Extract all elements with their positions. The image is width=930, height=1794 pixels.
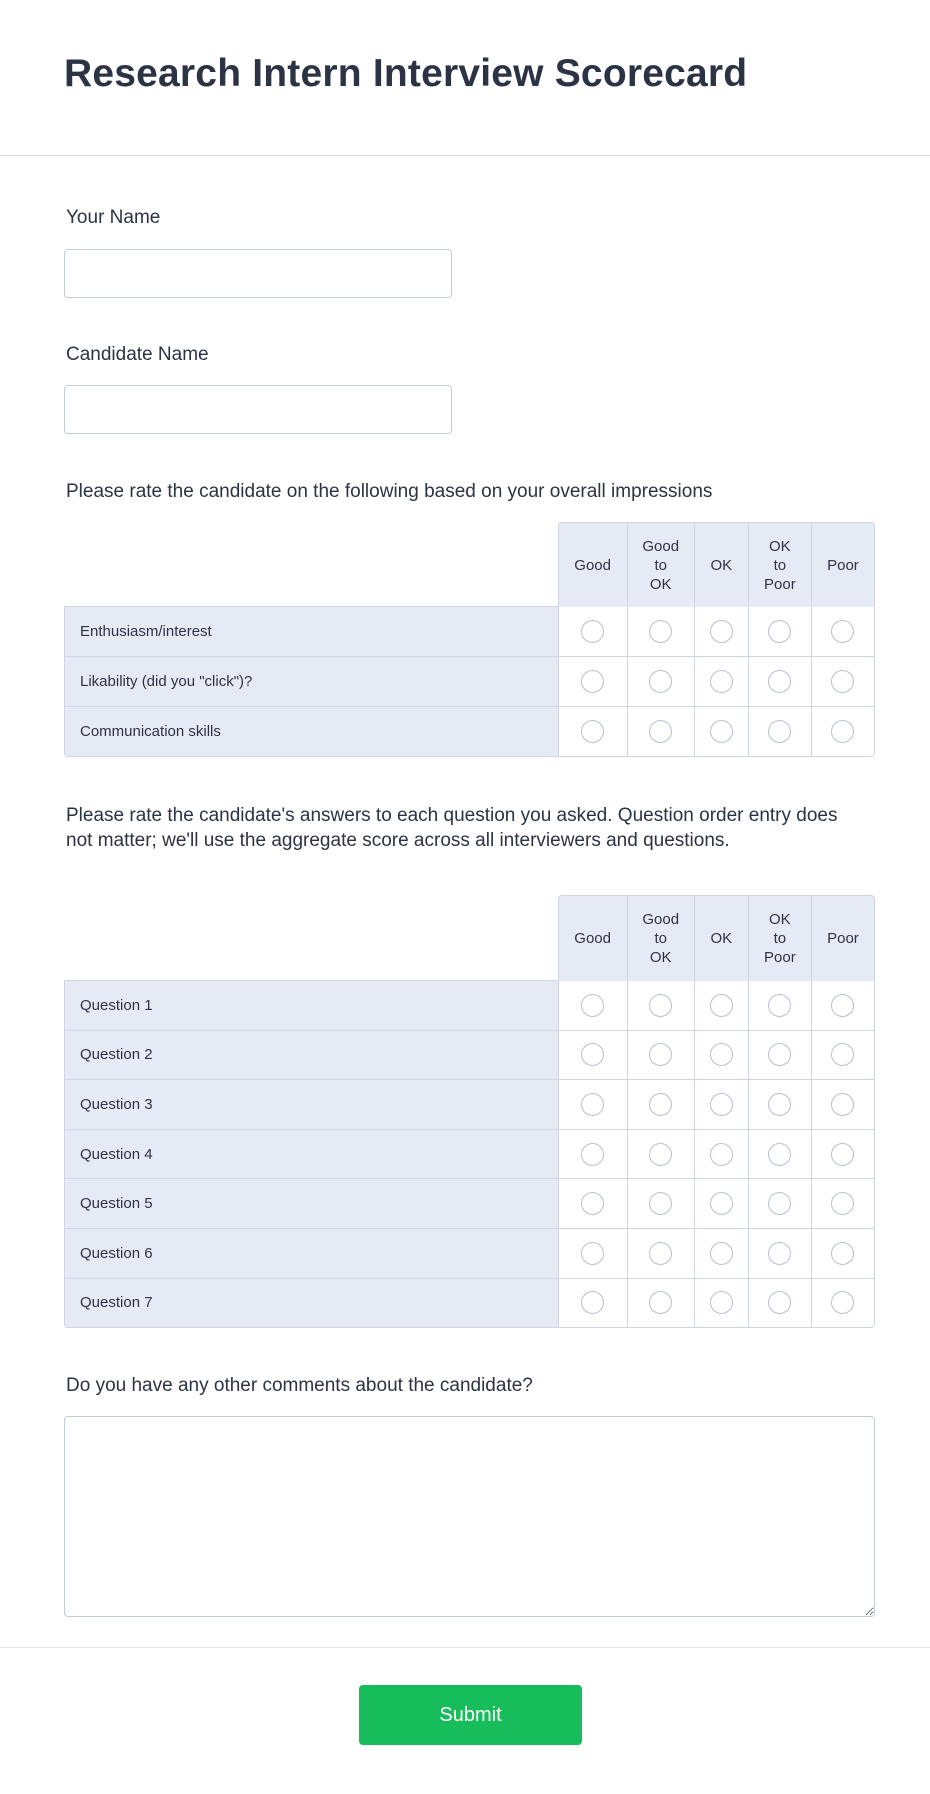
- impressions-question: Please rate the candidate on the following based on your overall impressions: [66, 481, 713, 502]
- radio-cell[interactable]: [627, 1279, 694, 1329]
- radio-button[interactable]: [649, 1143, 672, 1166]
- matrix-row: [64, 1279, 875, 1329]
- radio-cell[interactable]: [627, 1229, 694, 1279]
- radio-cell[interactable]: [627, 707, 694, 757]
- row-label: Question 4: [64, 1130, 558, 1180]
- radio-cell[interactable]: [694, 657, 748, 707]
- column-header-line: Good: [642, 911, 680, 928]
- matrix-header-row: [64, 522, 875, 607]
- radio-button[interactable]: [649, 1093, 672, 1116]
- radio-cell[interactable]: [627, 657, 694, 707]
- radio-cell[interactable]: [627, 981, 694, 1031]
- radio-button[interactable]: [710, 1043, 733, 1066]
- column-header-line: Poor: [764, 575, 796, 593]
- radio-cell[interactable]: [627, 1179, 694, 1229]
- radio-button[interactable]: [649, 620, 672, 643]
- radio-cell[interactable]: [811, 1179, 875, 1229]
- radio-button[interactable]: [768, 1143, 791, 1166]
- radio-cell[interactable]: [748, 1229, 811, 1279]
- matrix-row: [64, 657, 875, 707]
- radio-button[interactable]: [710, 670, 733, 693]
- column-header-line: Poor: [764, 949, 796, 966]
- column-header-line: to: [654, 556, 667, 574]
- matrix-row: [64, 1229, 875, 1279]
- radio-cell[interactable]: [558, 1130, 627, 1180]
- radio-button[interactable]: [710, 620, 733, 643]
- column-header-line: OK: [769, 537, 791, 555]
- column-header-line: to: [773, 930, 787, 947]
- matrix-row: [64, 981, 875, 1031]
- column-header-line: OK: [649, 949, 672, 966]
- radio-cell[interactable]: [694, 707, 748, 757]
- radio-button[interactable]: [768, 994, 791, 1017]
- radio-cell[interactable]: [811, 707, 875, 757]
- radio-button[interactable]: [581, 994, 604, 1017]
- row-label: Question 5: [64, 1179, 558, 1229]
- column-header-line: to: [654, 930, 667, 947]
- submit-button[interactable]: Submit: [359, 1685, 582, 1745]
- radio-cell[interactable]: [627, 1031, 694, 1081]
- matrix-row: [64, 1179, 875, 1229]
- candidate-name-input[interactable]: [64, 385, 452, 434]
- radio-cell[interactable]: [748, 707, 811, 757]
- radio-button[interactable]: [649, 1291, 672, 1314]
- radio-cell[interactable]: [811, 1279, 875, 1329]
- column-header: [558, 895, 627, 981]
- row-label: Question 6: [64, 1229, 558, 1279]
- column-header: [558, 522, 627, 607]
- column-header-line: Poor: [827, 556, 859, 574]
- radio-button[interactable]: [581, 720, 604, 743]
- radio-button[interactable]: [710, 1291, 733, 1314]
- radio-cell[interactable]: [748, 1031, 811, 1081]
- radio-button[interactable]: [710, 1192, 733, 1215]
- row-label: Question 1: [64, 981, 558, 1031]
- column-header: [811, 895, 875, 981]
- impressions-matrix: [64, 522, 875, 757]
- radio-cell[interactable]: [558, 1080, 627, 1130]
- radio-cell[interactable]: [811, 981, 875, 1031]
- radio-cell[interactable]: [694, 607, 748, 657]
- footer-divider: [0, 1647, 930, 1648]
- radio-button[interactable]: [710, 1093, 733, 1116]
- matrix-header-row: [64, 895, 875, 981]
- radio-cell[interactable]: [558, 981, 627, 1031]
- row-label: Communication skills: [64, 707, 558, 757]
- radio-button[interactable]: [649, 720, 672, 743]
- radio-button[interactable]: [831, 1043, 854, 1066]
- radio-cell[interactable]: [627, 607, 694, 657]
- radio-button[interactable]: [649, 670, 672, 693]
- comments-label: Do you have any other comments about the candidate?: [66, 1375, 533, 1396]
- row-label: Question 3: [64, 1080, 558, 1130]
- radio-button[interactable]: [831, 620, 854, 643]
- radio-button[interactable]: [768, 1291, 791, 1314]
- radio-button[interactable]: [831, 1143, 854, 1166]
- column-header-line: Good: [574, 930, 611, 947]
- column-header: [694, 895, 748, 981]
- radio-cell[interactable]: [558, 657, 627, 707]
- radio-cell[interactable]: [694, 1229, 748, 1279]
- answers-matrix: [64, 895, 875, 1328]
- radio-button[interactable]: [831, 994, 854, 1017]
- radio-button[interactable]: [710, 1242, 733, 1265]
- matrix-row: [64, 1031, 875, 1081]
- radio-cell[interactable]: [694, 1279, 748, 1329]
- radio-button[interactable]: [768, 670, 791, 693]
- radio-cell[interactable]: [748, 1080, 811, 1130]
- radio-cell[interactable]: [694, 1130, 748, 1180]
- radio-button[interactable]: [831, 1093, 854, 1116]
- radio-cell[interactable]: [627, 1080, 694, 1130]
- radio-button[interactable]: [710, 994, 733, 1017]
- radio-button[interactable]: [831, 670, 854, 693]
- radio-button[interactable]: [768, 1043, 791, 1066]
- radio-cell[interactable]: [558, 1279, 627, 1329]
- radio-button[interactable]: [649, 1192, 672, 1215]
- column-header-line: OK: [710, 930, 733, 947]
- column-header-line: Good: [574, 556, 611, 574]
- answers-question: Please rate the candidate's answers to each question you asked. Question order entry does not matter; we'll use the aggregate score across all interviewers and questions.: [66, 805, 838, 851]
- radio-cell[interactable]: [558, 1229, 627, 1279]
- column-header: [748, 895, 811, 981]
- row-label: Question 7: [64, 1279, 558, 1329]
- radio-cell[interactable]: [748, 607, 811, 657]
- row-label: Enthusiasm/interest: [64, 607, 558, 657]
- your-name-input[interactable]: [64, 249, 452, 298]
- radio-cell[interactable]: [811, 1229, 875, 1279]
- radio-cell[interactable]: [558, 607, 627, 657]
- radio-button[interactable]: [768, 720, 791, 743]
- radio-cell[interactable]: [748, 1130, 811, 1180]
- column-header: [627, 522, 694, 607]
- radio-button[interactable]: [831, 720, 854, 743]
- column-header-line: Good: [642, 537, 680, 555]
- radio-button[interactable]: [581, 1093, 604, 1116]
- column-header-line: OK: [710, 556, 733, 574]
- radio-button[interactable]: [831, 1242, 854, 1265]
- radio-cell[interactable]: [811, 1080, 875, 1130]
- radio-cell[interactable]: [627, 1130, 694, 1180]
- radio-cell[interactable]: [558, 1179, 627, 1229]
- radio-cell[interactable]: [748, 1279, 811, 1329]
- column-header-line: OK: [649, 575, 672, 593]
- column-header-line: to: [773, 556, 787, 574]
- radio-cell[interactable]: [811, 1031, 875, 1081]
- radio-cell[interactable]: [558, 707, 627, 757]
- column-header: [748, 522, 811, 607]
- radio-cell[interactable]: [748, 981, 811, 1031]
- matrix-row: [64, 1130, 875, 1180]
- radio-button[interactable]: [710, 1143, 733, 1166]
- radio-button[interactable]: [768, 1192, 791, 1215]
- row-label: Likability (did you "click")?: [64, 657, 558, 707]
- column-header: [627, 895, 694, 981]
- radio-cell[interactable]: [694, 1179, 748, 1229]
- your-name-label: Your Name: [66, 207, 161, 228]
- column-header-line: Poor: [827, 930, 859, 947]
- radio-button[interactable]: [768, 1242, 791, 1265]
- candidate-name-label: Candidate Name: [66, 344, 209, 365]
- radio-button[interactable]: [581, 1242, 604, 1265]
- column-header: [694, 522, 748, 607]
- radio-cell[interactable]: [748, 1179, 811, 1229]
- radio-cell[interactable]: [558, 1031, 627, 1081]
- radio-cell[interactable]: [694, 1080, 748, 1130]
- radio-button[interactable]: [581, 1043, 604, 1066]
- radio-button[interactable]: [581, 670, 604, 693]
- form-header: [0, 0, 930, 156]
- radio-button[interactable]: [581, 620, 604, 643]
- matrix-row: [64, 607, 875, 657]
- matrix-row: [64, 1080, 875, 1130]
- radio-button[interactable]: [649, 1043, 672, 1066]
- column-header-line: OK: [769, 911, 791, 928]
- radio-cell[interactable]: [748, 657, 811, 707]
- radio-button[interactable]: [581, 1192, 604, 1215]
- radio-cell[interactable]: [811, 607, 875, 657]
- radio-button[interactable]: [768, 620, 791, 643]
- page-title: Research Intern Interview Scorecard: [64, 52, 748, 95]
- radio-button[interactable]: [710, 720, 733, 743]
- radio-cell[interactable]: [694, 1031, 748, 1081]
- row-label: Question 2: [64, 1031, 558, 1081]
- column-header: [811, 522, 875, 607]
- radio-button[interactable]: [649, 1242, 672, 1265]
- matrix-row: [64, 707, 875, 757]
- radio-button[interactable]: [649, 994, 672, 1017]
- radio-cell[interactable]: [811, 657, 875, 707]
- comments-textarea[interactable]: [64, 1416, 875, 1617]
- radio-button[interactable]: [831, 1192, 854, 1215]
- radio-button[interactable]: [581, 1143, 604, 1166]
- radio-cell[interactable]: [811, 1130, 875, 1180]
- radio-button[interactable]: [768, 1093, 791, 1116]
- radio-cell[interactable]: [694, 981, 748, 1031]
- radio-button[interactable]: [581, 1291, 604, 1314]
- radio-button[interactable]: [831, 1291, 854, 1314]
